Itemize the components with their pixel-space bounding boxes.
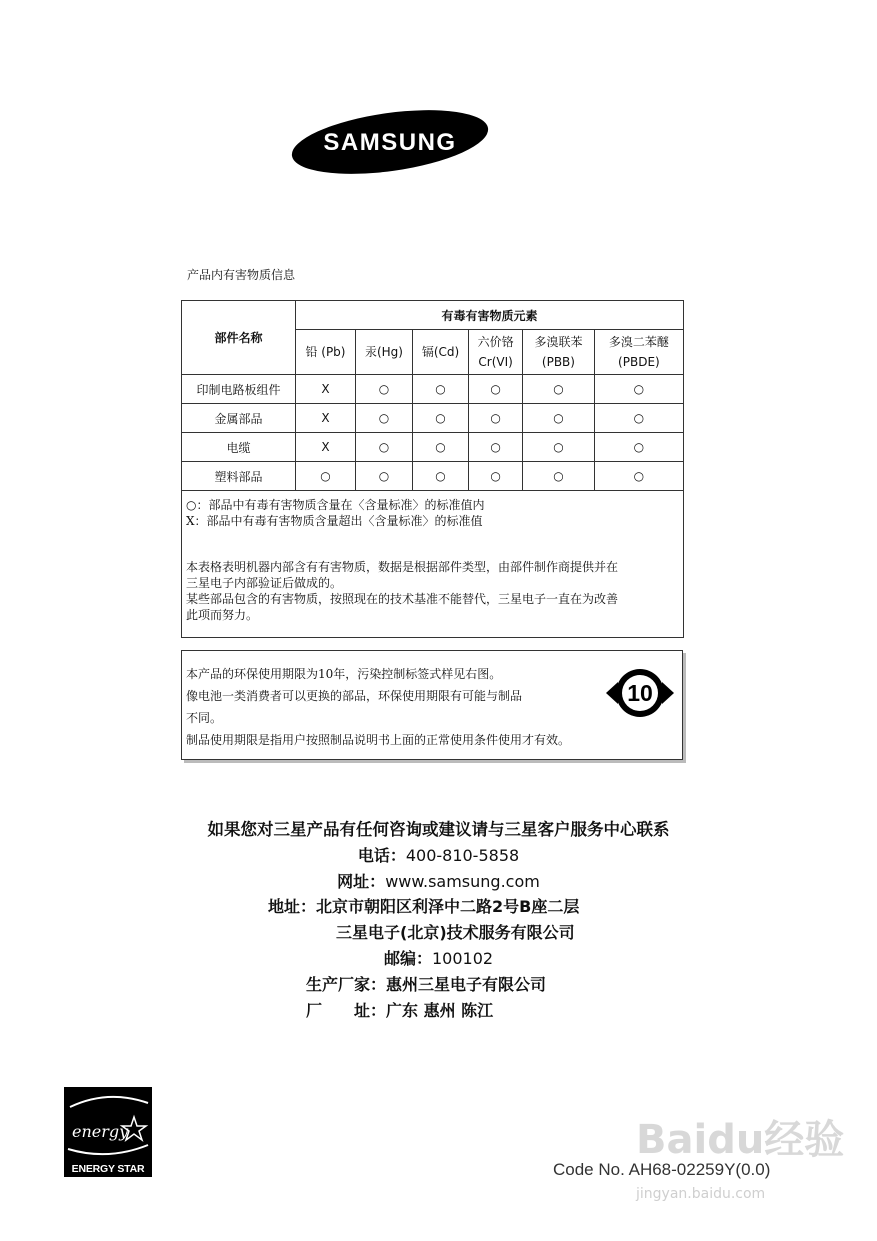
hazardous-substance-table: [181, 300, 684, 638]
env-line: 本产品的环保使用期限为10年，污染控制标签式样见右图。: [186, 667, 502, 681]
substance-group-header: 有毒有害物质元素: [296, 301, 684, 330]
env-line: 不同。: [186, 711, 223, 725]
code-number: Code No. AH68-02259Y(0.0): [553, 1160, 771, 1179]
energy-star-logo: [64, 1087, 152, 1177]
part-name-cell: 印制电路板组件: [182, 375, 296, 404]
substance-value-cell: ○: [469, 462, 523, 491]
substance-symbol: Cr(VI): [478, 355, 513, 369]
substance-value-cell: ○: [355, 433, 412, 462]
substance-header: [296, 330, 356, 375]
contact-headline: 如果您对三星产品有任何咨询或建议请与三星客户服务中心联系: [207, 820, 670, 839]
substance-value-cell: X: [296, 375, 356, 404]
substance-value-cell: ○: [412, 433, 468, 462]
substance-value-cell: ○: [523, 433, 595, 462]
substance-value-cell: ○: [412, 462, 468, 491]
part-name-cell: 金属部品: [182, 404, 296, 433]
table-notes: [182, 491, 684, 638]
description-line: 某些部品包含的有害物质，按照现在的技术基准不能替代，三星电子一直在为改善: [186, 592, 619, 606]
substance-value-cell: ○: [469, 375, 523, 404]
badge-number: 10: [627, 680, 653, 706]
watermark-sub-text: jingyan.baidu.com: [636, 1186, 766, 1202]
phone-number: 400-810-5858: [405, 846, 520, 865]
substance-symbol: (PBDE): [618, 355, 660, 369]
table-row: [182, 375, 684, 404]
substance-header: [469, 330, 523, 375]
substance-name: 多溴联苯: [534, 335, 583, 349]
contact-phone-row: [0, 843, 877, 866]
substance-value-cell: X: [296, 433, 356, 462]
substance-name: 汞(Hg): [364, 345, 403, 359]
postcode: 100102: [431, 949, 494, 968]
env-line: 制品使用期限是指用户按照制品说明书上面的正常使用条件使用才有效。: [186, 733, 571, 747]
substance-value-cell: ○: [412, 375, 468, 404]
section-title: 产品内有害物质信息: [187, 268, 296, 282]
part-name-cell: 塑料部品: [182, 462, 296, 491]
energy-script-text: energy: [72, 1122, 129, 1141]
samsung-logo: [290, 108, 490, 176]
contact-address-row: [268, 894, 579, 917]
energy-star-label: ENERGY STAR: [71, 1163, 145, 1175]
env-line: 像电池一类消费者可以更换的部品，环保使用期限有可能与制品: [186, 689, 523, 703]
substance-header: [355, 330, 412, 375]
substance-value-cell: ○: [594, 404, 683, 433]
substance-value-cell: ○: [594, 462, 683, 491]
table-row: [182, 462, 684, 491]
contact-web-row: [0, 869, 877, 892]
substance-value-cell: ○: [523, 462, 595, 491]
contact-factory-row: [306, 998, 493, 1021]
web-label: 网址：: [337, 872, 386, 891]
substance-name: 铅 (Pb): [305, 345, 346, 359]
address-label: 地址：: [268, 897, 317, 916]
substance-value-cell: ○: [469, 404, 523, 433]
phone-label: 电话：: [357, 846, 406, 865]
substance-name: 多溴二苯醚: [608, 335, 669, 349]
factory-label: 厂 址：: [306, 1001, 387, 1020]
substance-value-cell: ○: [355, 404, 412, 433]
substance-value-cell: ○: [296, 462, 356, 491]
postcode-label: 邮编：: [383, 949, 432, 968]
substance-header: [594, 330, 683, 375]
substance-value-cell: ○: [594, 433, 683, 462]
substance-value-cell: ○: [355, 462, 412, 491]
factory: 广东 惠州 陈江: [386, 1001, 494, 1020]
contact-maker-row: [306, 972, 546, 995]
substance-symbol: (PBB): [541, 355, 575, 369]
address-line1: 北京市朝阳区利泽中二路2号B座二层: [316, 897, 580, 916]
substance-value-cell: ○: [469, 433, 523, 462]
substance-header: [523, 330, 595, 375]
table-row: [182, 433, 684, 462]
maker-label: 生产厂家：: [306, 975, 387, 994]
legend-circle: ○：部品中有毒有害物质含量在〈含量标准〉的标准值内: [186, 498, 485, 512]
watermark-text: Baidu经验: [636, 1117, 845, 1163]
substance-header: [412, 330, 468, 375]
web-link[interactable]: www.samsung.com: [385, 872, 540, 891]
contact-postcode-row: [0, 946, 877, 969]
description-line: 本表格表明机器内部含有有害物质，数据是根据部件类型，由部件制作商提供并在: [186, 560, 619, 574]
description-line: 此项而努力。: [186, 608, 259, 622]
part-name-cell: 电缆: [182, 433, 296, 462]
substance-name: 镉(Cd): [421, 345, 460, 359]
table-row: [182, 404, 684, 433]
substance-value-cell: ○: [594, 375, 683, 404]
substance-value-cell: ○: [412, 404, 468, 433]
table-description: [186, 559, 679, 623]
address-line2: 三星电子(北京)技术服务有限公司: [336, 923, 575, 942]
environmental-period-10-icon: [604, 664, 676, 722]
legend-x: X：部品中有毒有害物质含量超出〈含量标准〉的标准值: [186, 514, 483, 528]
substance-value-cell: ○: [355, 375, 412, 404]
substance-value-cell: ○: [523, 375, 595, 404]
substance-value-cell: X: [296, 404, 356, 433]
logo-text: SAMSUNG: [323, 129, 457, 156]
description-line: 三星电子内部验证后做成的。: [186, 576, 343, 590]
maker: 惠州三星电子有限公司: [386, 975, 547, 994]
substance-name: 六价铬: [477, 335, 514, 349]
part-name-header: 部件名称: [182, 301, 296, 375]
substance-value-cell: ○: [523, 404, 595, 433]
